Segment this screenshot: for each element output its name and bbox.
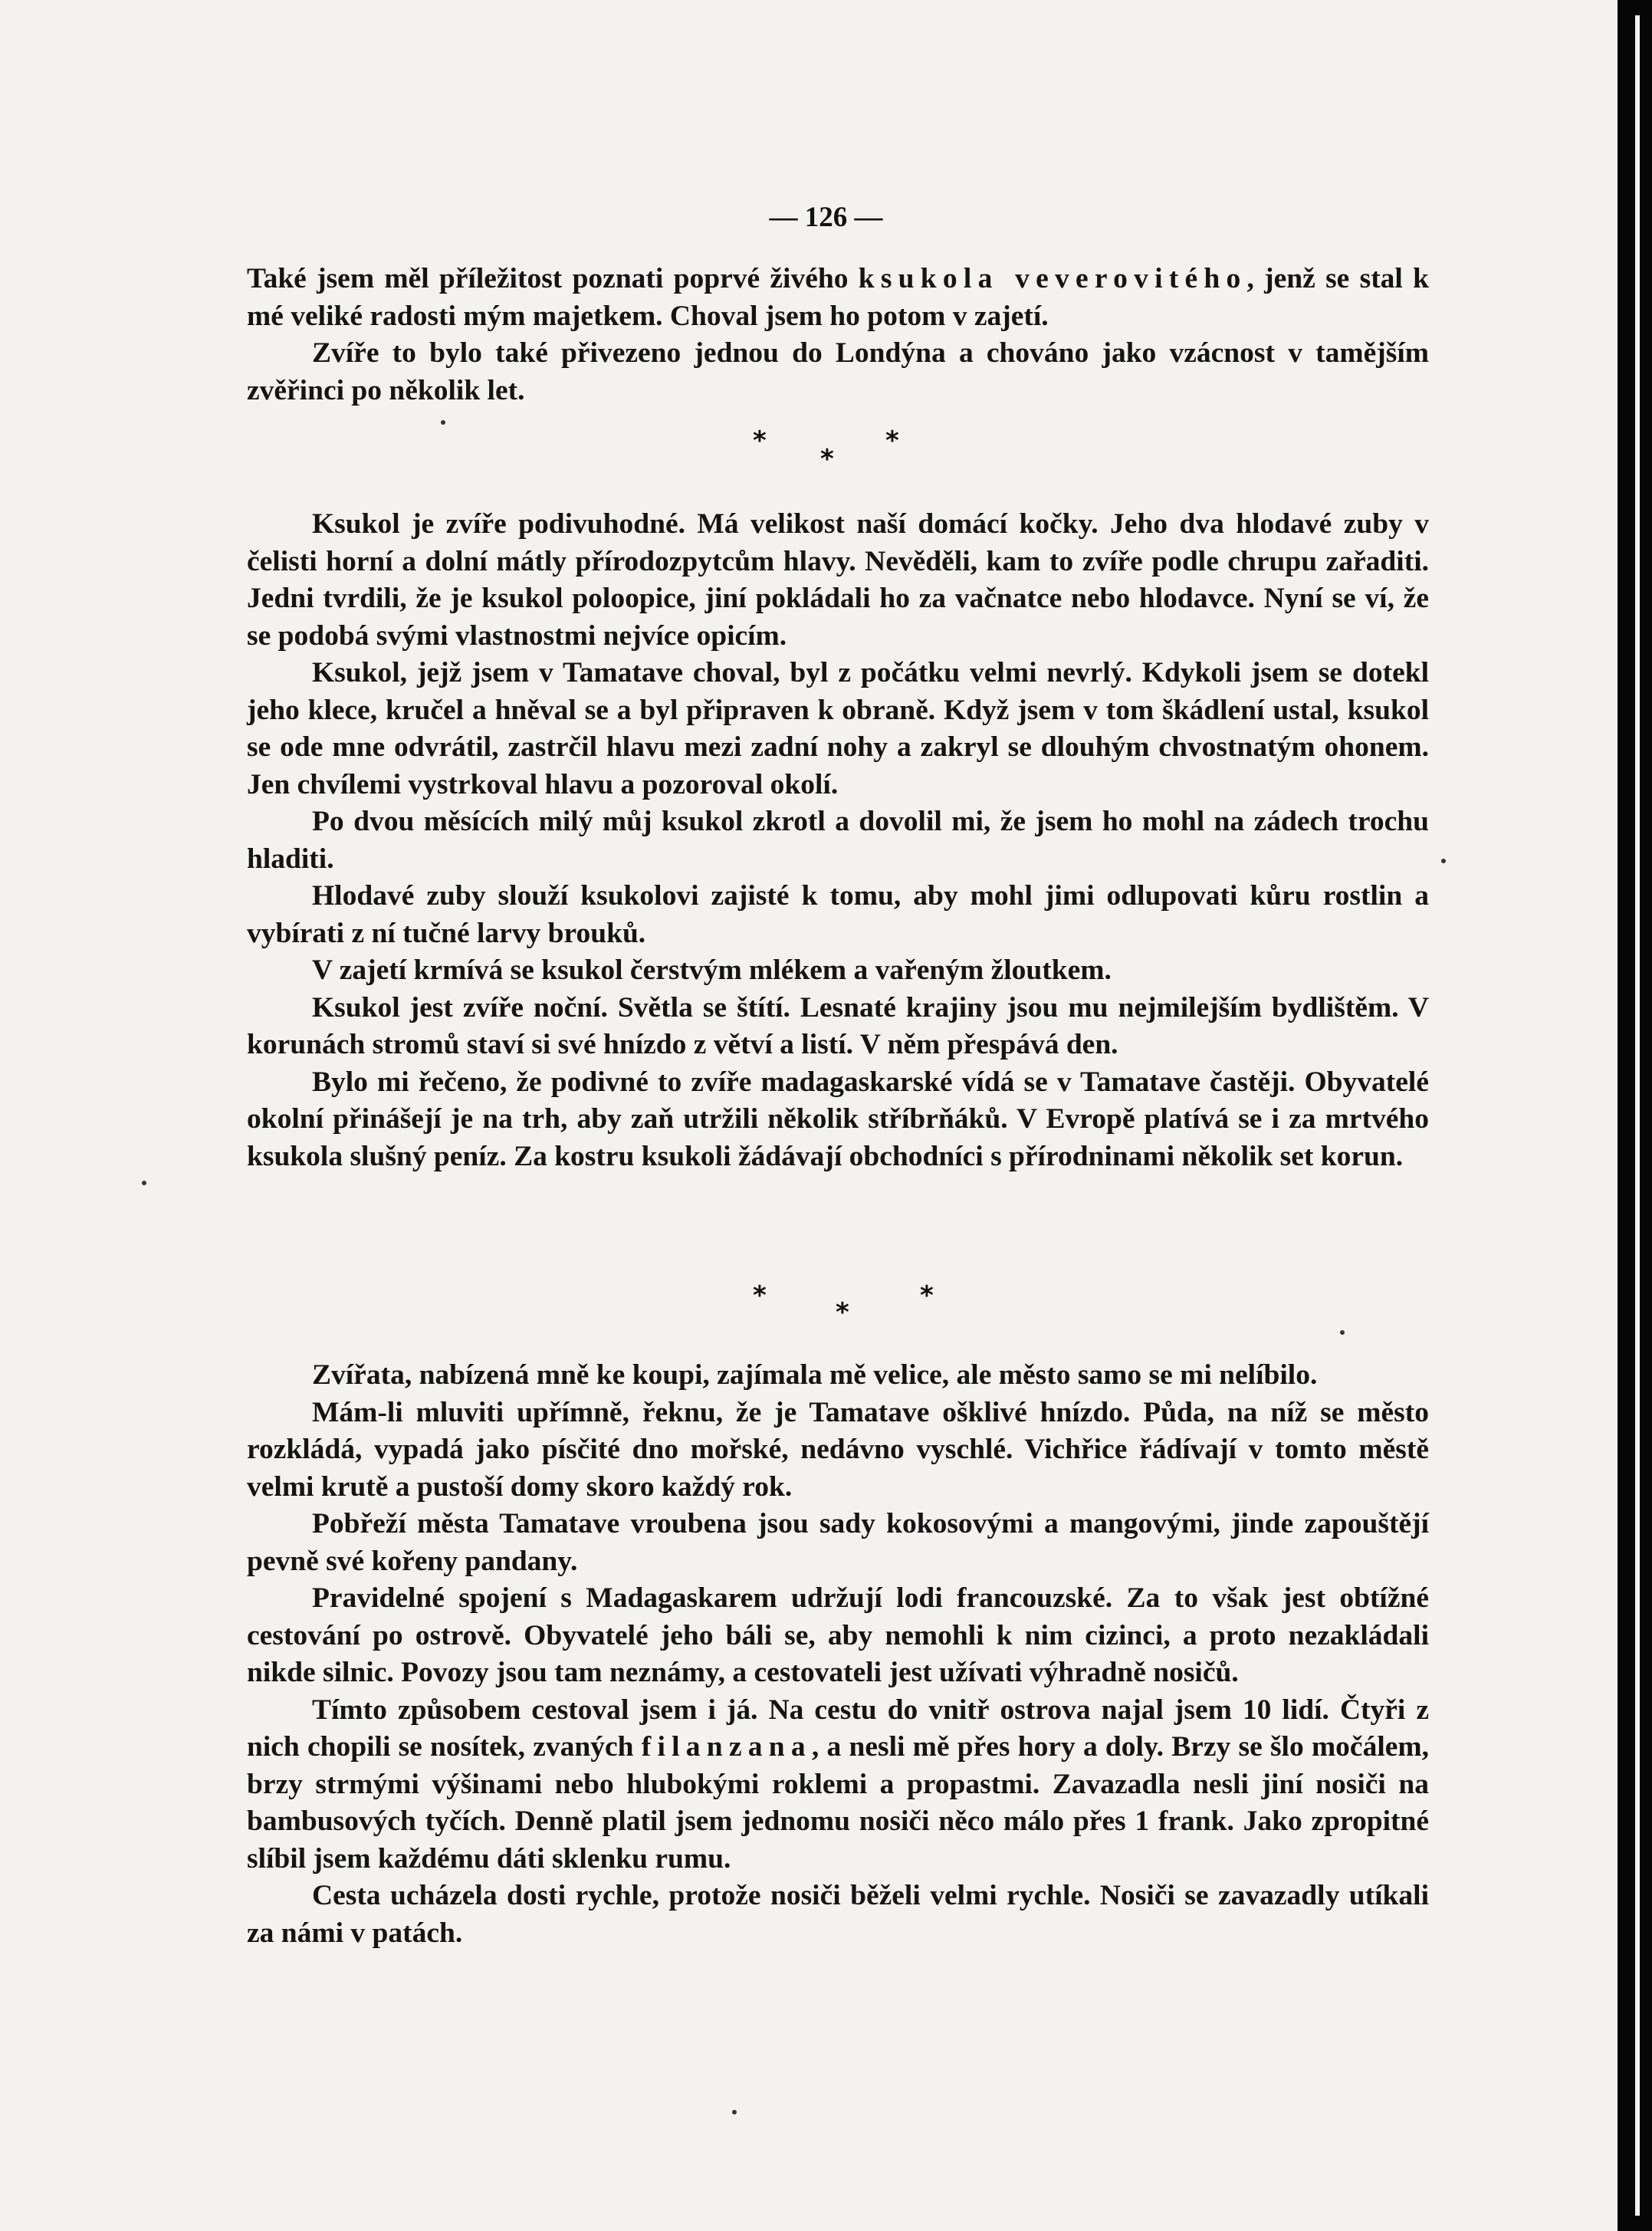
paragraph xyxy=(247,1357,1429,1395)
paragraph xyxy=(247,1395,1429,1506)
text-segment: Zvíře to bylo také přivezeno jednou do Londýna a chováno jako vzácnost v tamějším zvěřinci po několik let. xyxy=(247,337,1429,406)
scan-speck xyxy=(142,1181,146,1185)
paragraph xyxy=(247,335,1429,409)
paragraph xyxy=(247,506,1429,655)
text-segment: Ksukol je zvíře podivuhodné. Má velikost naší domácí kočky. Jeho dva hlodavé zuby v čelisti horní a dolní mátly přírodozpytcům hlavy. Nevěděli, kam to zvíře podle chrupu zařaditi. Jedni tvrdili, že je ksukol poloopice, jiní pokládali ho za vačnatce nebo hlodavce. Nyní se ví, že se podobá svými vlastnostmi nejvíce opicím. xyxy=(247,508,1429,652)
paragraph xyxy=(247,1506,1429,1580)
spaced-term: filanzana xyxy=(641,1731,812,1763)
paragraph xyxy=(247,1878,1429,1952)
divider-star: * xyxy=(753,1280,767,1311)
text-segment: , jenž se stal k mé veliké radosti mým majetkem. Choval jsem ho potom v zajetí. xyxy=(247,263,1429,332)
paragraph xyxy=(247,261,1429,335)
text-segment: Pobřeží města Tamatave vroubena jsou sady kokosovými a mangovými, jinde zapouštějí pevně své kořeny pandany. xyxy=(247,1508,1429,1577)
paragraph xyxy=(247,878,1429,952)
scan-speck xyxy=(732,2110,737,2114)
text-block-intro xyxy=(247,261,1429,409)
text-segment: Zvířata, nabízená mně ke koupi, zajímala mě velice, ale město samo se mi nelíbilo. xyxy=(312,1359,1318,1391)
scan-border xyxy=(1618,0,1652,2231)
text-segment: Pravidelné spojení s Madagaskarem udržují lodi francouzské. Za to však jest obtížné cestování po ostrově. Obyvatelé jeho báli se, aby nemohli k nim cizinci, a proto nezakládali nikde silnic. Povozy jsou tam neznámy, a cestovateli jest užívati výhradně nosičů. xyxy=(247,1582,1429,1688)
text-segment: Ksukol jest zvíře noční. Světla se štítí. Lesnaté krajiny jsou mu nejmilejším bydlištěm. V korunách stromů staví si své hnízdo z větví a listí. V něm přespává den. xyxy=(247,991,1429,1060)
text-segment: Tímto způsobem cestoval jsem i já. Na cestu do vnitř ostrova najal jsem 10 lidí. Čtyři z nich chopili se nosítek, zvaných xyxy=(247,1694,1429,1763)
scan-speck xyxy=(1441,859,1446,863)
page-number: — 126 — xyxy=(769,202,883,233)
text-block-ksukol xyxy=(247,506,1429,1175)
divider-star: * xyxy=(753,426,767,456)
divider-star: * xyxy=(820,444,834,475)
paragraph xyxy=(247,1064,1429,1176)
text-segment: Také jsem měl příležitost poznati poprvé živého xyxy=(247,263,859,294)
scan-border-line xyxy=(1635,15,1640,2216)
scan-speck xyxy=(441,420,445,425)
section-divider xyxy=(0,1280,1652,1342)
paragraph xyxy=(247,655,1429,803)
paragraph xyxy=(247,803,1429,878)
divider-star: * xyxy=(920,1280,934,1311)
text-segment: V zajetí krmívá se ksukol čerstvým mlékem a vařeným žloutkem. xyxy=(312,955,1112,986)
paragraph xyxy=(247,952,1429,990)
text-segment: Cesta ucházela dosti rychle, protože nosiči běželi velmi rychle. Nosiči se zavazadly utíkali za námi v patách. xyxy=(247,1880,1429,1949)
divider-star: * xyxy=(885,426,899,456)
scan-speck xyxy=(1340,1330,1345,1335)
paragraph xyxy=(247,1580,1429,1692)
text-segment: , a nesli mě přes hory a doly. Brzy se šlo močálem, brzy strmými výšinami nebo hlubokými roklemi a propastmi. Zavazadla nesli jiní nosiči na bambusových tyčích. Denně platil jsem jednomu nosiči něco málo přes 1 frank. Jako zpropitné slíbil jsem každému dáti sklenku rumu. xyxy=(247,1731,1429,1875)
text-segment: Mám-li mluviti upřímně, řeknu, že je Tamatave ošklivé hnízdo. Půda, na níž se město rozkládá, vypadá jako písčité dno mořské, nedávno vyschlé. Vichřice řádívají v tomto městě velmi krutě a pustoší domy skoro každý rok. xyxy=(247,1396,1429,1503)
paragraph xyxy=(247,990,1429,1064)
text-segment: Bylo mi řečeno, že podivné to zvíře madagaskarské vídá se v Tamatave častěji. Obyvatelé okolní přinášejí je na trh, aby zaň utržili několik stříbrňáků. V Evropě platívá se i za mrtvého ksukola slušný peníz. Za kostru ksukoli žádávají obchodníci s přírodninami několik set korun. xyxy=(247,1066,1429,1172)
paragraph xyxy=(247,1692,1429,1878)
spaced-term: ksukola veverovitého xyxy=(858,263,1247,294)
text-segment: Po dvou měsících milý můj ksukol zkrotl a dovolil mi, že jsem ho mohl na zádech trochu hladiti. xyxy=(247,806,1429,875)
text-segment: Hlodavé zuby slouží ksukolovi zajisté k tomu, aby mohl jimi odlupovati kůru rostlin a vybírati z ní tučné larvy brouků. xyxy=(247,880,1429,949)
divider-star: * xyxy=(836,1297,849,1328)
text-segment: Ksukol, jejž jsem v Tamatave choval, byl z počátku velmi nevrlý. Kdykoli jsem se dotekl jeho klece, kručel a hněval se a byl připraven k obraně. Když jsem v tom škádlení ustal, ksukol se ode mne odvrátil, zastrčil hlavu mezi zadní nohy a zakryl se dlouhým chvostnatým ohonem. Jen chvílemi vystrkoval hlavu a pozoroval okolí. xyxy=(247,657,1429,800)
text-block-tamatave xyxy=(247,1357,1429,1952)
section-divider xyxy=(0,426,1652,487)
